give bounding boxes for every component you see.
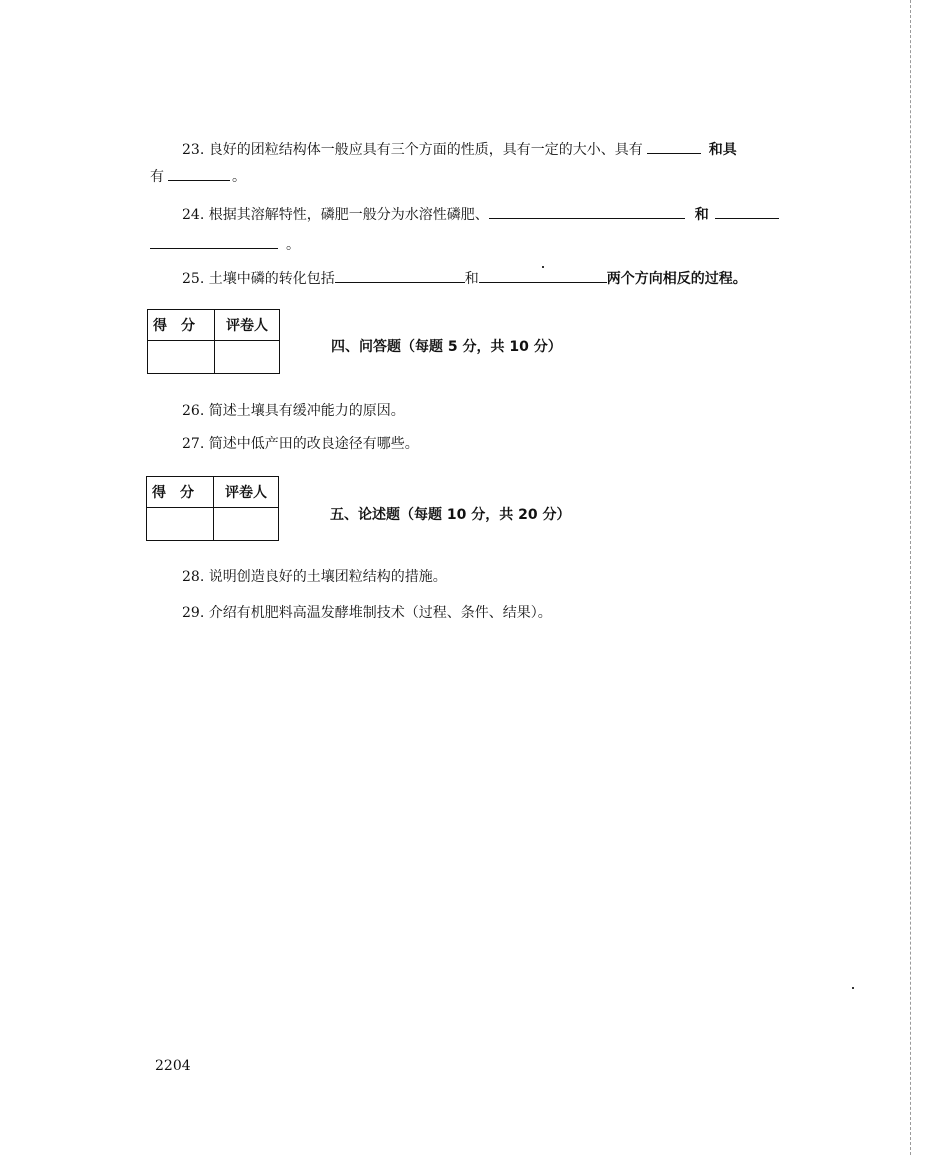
answer-blank[interactable] xyxy=(647,139,701,154)
score-header: 得分 xyxy=(147,477,214,508)
question-23-line-1 xyxy=(182,139,737,160)
grader-cell[interactable] xyxy=(214,508,279,541)
question-23-text: 23. 良好的团粒结构体一般应具有三个方面的性质，具有一定的大小、具有 xyxy=(182,142,643,158)
question-23-text-end: 和具 xyxy=(708,142,737,158)
question-24-and: 和 xyxy=(694,207,709,223)
question-24-line-2 xyxy=(150,234,300,255)
score-cell[interactable] xyxy=(148,341,215,374)
question-24-period: 。 xyxy=(286,237,300,253)
question-23-line-2 xyxy=(150,166,246,187)
score-cell[interactable] xyxy=(147,508,214,541)
question-27: 27. 简述中低产田的改良途径有哪些。 xyxy=(182,436,419,452)
answer-blank[interactable] xyxy=(479,268,607,283)
answer-blank[interactable] xyxy=(489,204,685,219)
grader-header: 评卷人 xyxy=(215,310,280,341)
section-four-title: 四、问答题（每题 5 分，共 10 分） xyxy=(331,339,562,355)
question-29: 29. 介绍有机肥料高温发酵堆制技术（过程、条件、结果）。 xyxy=(182,605,552,621)
score-table-section-5 xyxy=(146,476,279,541)
grader-cell[interactable] xyxy=(215,341,280,374)
question-25-line xyxy=(182,268,747,289)
grader-header: 评卷人 xyxy=(214,477,279,508)
score-header: 得分 xyxy=(148,310,215,341)
question-24-text: 24. 根据其溶解特性，磷肥一般分为水溶性磷肥、 xyxy=(182,207,489,223)
question-25-text-end: 两个方向相反的过程。 xyxy=(606,271,747,287)
question-26: 26. 简述土壤具有缓冲能力的原因。 xyxy=(182,403,405,419)
page-number: 2204 xyxy=(155,1058,191,1074)
answer-blank[interactable] xyxy=(150,234,278,249)
score-table-section-4 xyxy=(147,309,280,374)
question-25-and: 和 xyxy=(464,271,479,287)
question-25-text: 25. 土壤中磷的转化包括 xyxy=(182,271,335,287)
question-23-text-cont: 有 xyxy=(150,169,164,185)
answer-blank[interactable] xyxy=(168,166,230,181)
speck xyxy=(852,987,854,989)
answer-blank[interactable] xyxy=(335,268,465,283)
page-edge-line xyxy=(910,0,911,1155)
section-five-title: 五、论述题（每题 10 分，共 20 分） xyxy=(330,507,571,523)
speck xyxy=(542,266,544,268)
answer-blank[interactable] xyxy=(715,204,779,219)
question-23-period: 。 xyxy=(232,169,246,185)
question-24-line-1 xyxy=(182,204,779,225)
question-28: 28. 说明创造良好的土壤团粒结构的措施。 xyxy=(182,569,447,585)
